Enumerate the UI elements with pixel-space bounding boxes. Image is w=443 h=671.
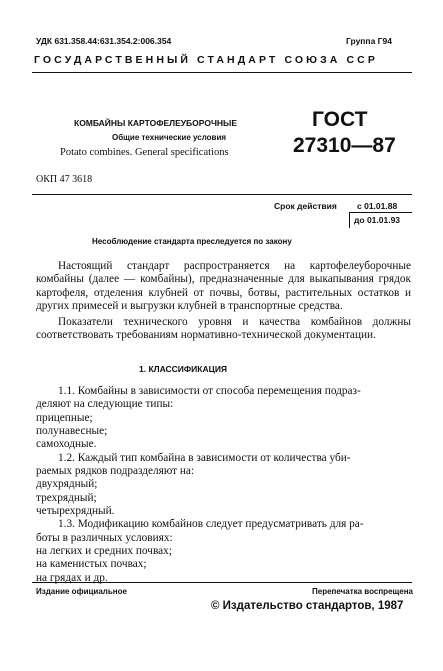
intro-paragraph-1: Настоящий стандарт распространяется на картофелеуборочные комбайны (далее — комбайны), предназначенные для выкапывания грядок картофеля, отделения клубней от почвы, ботвы, растительных остатков и других примесей и выгрузки клубней в транспортные средства. xyxy=(36,260,411,313)
bottom-rule xyxy=(32,582,412,583)
legal-warning: Несоблюдение стандарта преследуется по закону xyxy=(92,237,292,246)
list-item: на легких и средних почвах; xyxy=(36,545,172,558)
udk-code: УДК 631.358.44:631.354.2:006.354 xyxy=(36,36,172,46)
list-item: 1.1. Комбайны в зависимости от способа перемещения подраз- xyxy=(58,385,361,397)
official-edition-note: Издание официальное xyxy=(36,587,127,596)
list-item: на каменистых почвах; xyxy=(36,558,147,571)
publisher-copyright: © Издательство стандартов, 1987 xyxy=(211,600,404,612)
intro-paragraph-2: Показатели технического уровня и качества комбайнов должны соответствовать требованиям нормативно-технической документации. xyxy=(36,316,411,342)
product-title: КОМБАЙНЫ КАРТОФЕЛЕУБОРОЧНЫЕ xyxy=(74,118,238,128)
list-item: 1.3. Модификацию комбайнов следует предусматривать для ра- xyxy=(58,518,364,531)
okp-code: ОКП 47 3618 xyxy=(36,174,93,185)
list-item: раемых рядков подразделяют на: xyxy=(36,465,195,478)
group-code: Группа Г94 xyxy=(346,36,392,46)
gov-standard-heading: ГОСУДАРСТВЕННЫЙ СТАНДАРТ СОЮЗА ССР xyxy=(34,54,378,66)
validity-from: с 01.01.88 xyxy=(357,201,398,211)
list-item: трехрядный; xyxy=(36,491,97,504)
product-subtitle: Общие технические условия xyxy=(112,133,227,142)
list-item: боты в различных условиях: xyxy=(36,531,173,544)
list-item: четырехрядный. xyxy=(36,505,115,518)
list-item: деляют на следующие типы: xyxy=(36,398,174,411)
gost-label: ГОСТ xyxy=(312,108,368,131)
gost-number: 27310—87 xyxy=(293,134,396,157)
list-item: прицепные; xyxy=(36,411,93,424)
list-item: 1.2. Каждый тип комбайна в зависимости от количества уби- xyxy=(58,451,351,464)
list-item: двухрядный; xyxy=(36,478,98,491)
top-rule xyxy=(32,72,412,73)
list-item: полунавесные; xyxy=(36,425,108,438)
list-item: на грядах и др. xyxy=(36,571,108,584)
classification-list xyxy=(36,385,411,585)
validity-label: Срок действия xyxy=(274,201,337,211)
reprint-prohibited-note: Перепечатка воспрещена xyxy=(312,587,413,596)
middle-rule xyxy=(32,194,412,195)
product-title-english: Potato combines. General specifications xyxy=(60,147,229,158)
validity-to: до 01.01.93 xyxy=(354,215,401,225)
list-item: самоходные. xyxy=(36,438,97,451)
section-title: 1. КЛАССИФИКАЦИЯ xyxy=(139,364,228,374)
